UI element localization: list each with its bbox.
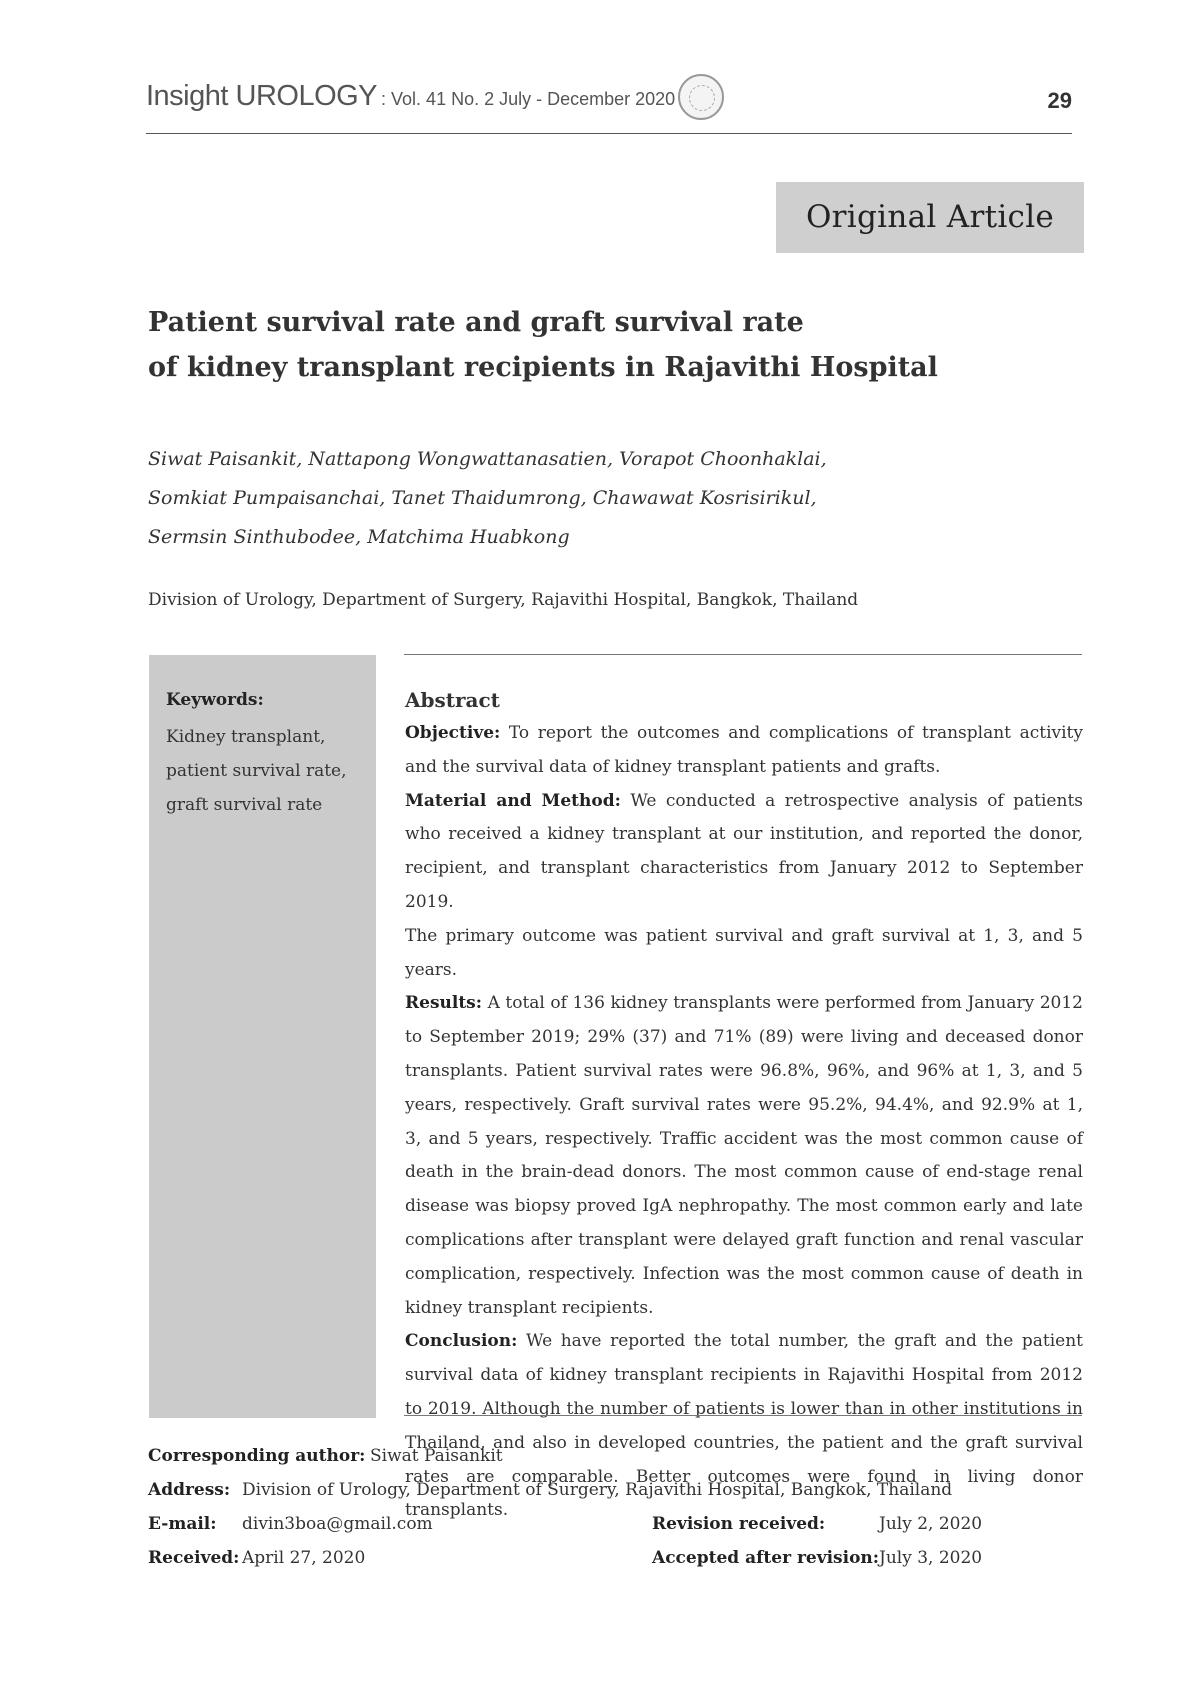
received-label: Received: — [148, 1548, 240, 1568]
author-list — [148, 440, 1048, 557]
email-label: E-mail: — [148, 1514, 217, 1534]
affiliation: Division of Urology, Department of Surgery, Rajavithi Hospital, Bangkok, Thailand — [148, 590, 859, 610]
journal-name: Insight UROLOGY — [146, 80, 378, 112]
author-line: Somkiat Pumpaisanchai, Tanet Thaidumrong, Chawawat Kosrisirikul, — [148, 487, 817, 509]
revision-row — [652, 1514, 982, 1534]
society-seal-icon — [678, 74, 724, 120]
corresponding-author-row — [148, 1446, 503, 1466]
objective-text: To report the outcomes and complications of transplant activity and the survival data of kidney transplant patients and grafts. — [405, 723, 1083, 777]
abstract-bottom-rule — [404, 1415, 1082, 1416]
email-row — [148, 1514, 433, 1534]
received-row — [148, 1548, 365, 1568]
abstract-method-outcome: The primary outcome was patient survival and graft survival at 1, 3, and 5 years. — [405, 925, 1083, 980]
keywords-heading: Keywords: — [166, 690, 264, 710]
author-line: Siwat Paisankit, Nattapong Wongwattanasatien, Vorapot Choonhaklai, — [148, 448, 827, 470]
corresponding-author-label: Corresponding author: — [148, 1446, 366, 1466]
accepted-label: Accepted after revision: — [652, 1548, 880, 1568]
address-row — [148, 1480, 952, 1500]
article-type-banner: Original Article — [776, 182, 1084, 253]
journal-masthead — [146, 80, 675, 113]
abstract-method — [405, 785, 1083, 920]
running-header — [146, 78, 1072, 134]
abstract-results — [405, 987, 1083, 1325]
conclusion-text: We have reported the total number, the graft and the patient survival data of kidney transplant recipients in Rajavithi Hospital from 2012 to 2019. Although the number of patients is lower than in other institutions in Thailand, and also in developed countries, the patient and the graft survival rates are comparable. Better outcomes were found in living donor transplants. — [405, 1331, 1083, 1521]
accepted-date: July 3, 2020 — [879, 1548, 983, 1568]
abstract-objective — [405, 717, 1083, 785]
page-number: 29 — [1047, 88, 1072, 113]
corresponding-author-name: Siwat Paisankit — [370, 1446, 503, 1466]
address-text: Division of Urology, Department of Surgery, Rajavithi Hospital, Bangkok, Thailand — [242, 1480, 953, 1500]
keyword: Kidney transplant, — [166, 727, 326, 747]
method-label: Material and Method: — [405, 790, 621, 811]
method-text: We conducted a retrospective analysis of patients who received a kidney transplant at our institution, and reported the donor, recipient, and transplant characteristics from January 2012 to September 2019. — [405, 790, 1084, 912]
revision-date: July 2, 2020 — [879, 1514, 983, 1534]
abstract-top-rule — [404, 654, 1082, 655]
keyword: graft survival rate — [166, 795, 323, 815]
abstract — [405, 683, 1083, 1528]
keywords-panel — [149, 655, 376, 1418]
title-line: of kidney transplant recipients in Rajavithi Hospital — [148, 352, 938, 383]
email-address[interactable]: divin3boa@gmail.com — [242, 1514, 433, 1534]
title-line: Patient survival rate and graft survival rate — [148, 307, 804, 338]
received-date: April 27, 2020 — [242, 1548, 366, 1568]
address-label: Address: — [148, 1480, 231, 1500]
author-line: Sermsin Sinthubodee, Matchima Huabkong — [148, 526, 570, 548]
revision-label: Revision received: — [652, 1514, 826, 1534]
abstract-heading: Abstract — [405, 688, 500, 712]
keyword: patient survival rate, — [166, 761, 347, 781]
objective-label: Objective: — [405, 723, 501, 743]
issue-info: : Vol. 41 No. 2 July - December 2020 — [381, 89, 676, 109]
results-text: A total of 136 kidney transplants were performed from January 2012 to September 2019; 29% (37) and 71% (89) were living and deceased donor transplants. Patient survival rates were 96.8%, 96%, and 96% at 1, 3, and 5 years, respectively. Graft survival rates were 95.2%, 94.4%, and 92.9% at 1, 3, and 5 years, respectively. Traffic accident was the most common cause of death in the brain-dead donors. The most common cause of end-stage renal disease was biopsy proved IgA nephropathy. The most common early and late complications after transplant were delayed graft function and renal vascular complication, respectively. Infection was the most common cause of death in kidney transplant recipients. — [405, 993, 1083, 1318]
conclusion-label: Conclusion: — [405, 1331, 518, 1352]
accepted-row — [652, 1548, 982, 1568]
results-label: Results: — [405, 993, 483, 1014]
article-title — [148, 300, 1048, 390]
